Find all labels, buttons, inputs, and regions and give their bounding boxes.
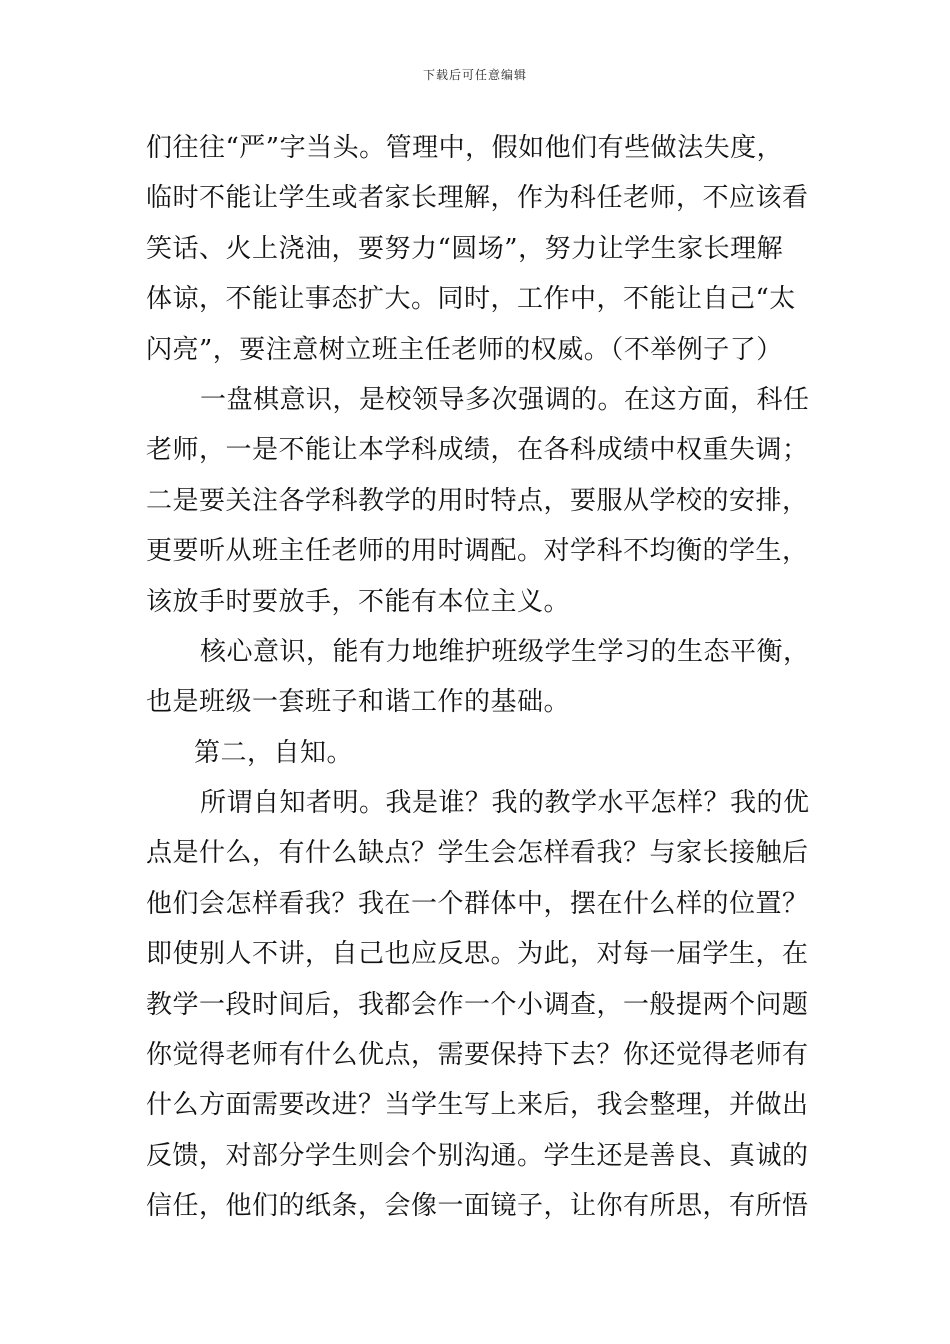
text-line: 二是要关注各学科教学的用时特点，要服从学校的安排， (146, 485, 809, 516)
text-line: 你觉得老师有什么优点，需要保持下去？你还觉得老师有 (146, 1040, 809, 1071)
paragraph-first-line: 核心意识，能有力地维护班级学生学习的生态平衡， (200, 636, 810, 667)
page-header-note: 下载后可任意编辑 (422, 68, 527, 82)
text-line: 们往往“严”字当头。管理中，假如他们有些做法失度， (146, 133, 784, 163)
text-line: 点是什么，有什么缺点？学生会怎样看我？与家长接触后 (146, 838, 809, 869)
text-line: 闪亮”，要注意树立班主任老师的权威。（不举例子了） (146, 334, 783, 365)
section-heading: 第二，自知。 (194, 737, 354, 768)
text-line: 更要听从班主任老师的用时调配。对学科不均衡的学生， (146, 536, 809, 567)
text-line: 什么方面需要改进？当学生写上来后，我会整理，并做出 (146, 1090, 809, 1121)
paragraph-first-line: 一盘棋意识，是校领导多次强调的。在这方面，科任 (200, 384, 810, 415)
text-line: 他们会怎样看我？我在一个群体中，摆在什么样的位置？ (146, 888, 809, 919)
text-line: 即使别人不讲，自己也应反思。为此，对每一届学生，在 (146, 939, 809, 970)
text-line: 也是班级一套班子和谐工作的基础。 (146, 687, 571, 718)
text-line: 老师，一是不能让本学科成绩，在各科成绩中权重失调； (146, 435, 809, 466)
body-text (146, 123, 816, 1232)
text-line: 该放手时要放手，不能有本位主义。 (146, 586, 571, 617)
text-line: 临时不能让学生或者家长理解，作为科任老师，不应该看 (146, 183, 809, 214)
text-line: 教学一段时间后，我都会作一个小调查，一般提两个问题 (146, 989, 809, 1020)
text-line: 反馈，对部分学生则会个别沟通。学生还是善良、真诚的 (146, 1140, 809, 1171)
paragraph-first-line: 所谓自知者明。我是谁？我的教学水平怎样？我的优 (200, 788, 810, 819)
text-line: 信任，他们的纸条，会像一面镜子，让你有所思，有所悟 (146, 1191, 809, 1222)
text-line: 体谅，不能让事态扩大。同时，工作中，不能让自己“太 (146, 284, 796, 315)
text-line: 笑话、火上浇油，要努力“圆场”，努力让学生家长理解 (146, 233, 784, 264)
